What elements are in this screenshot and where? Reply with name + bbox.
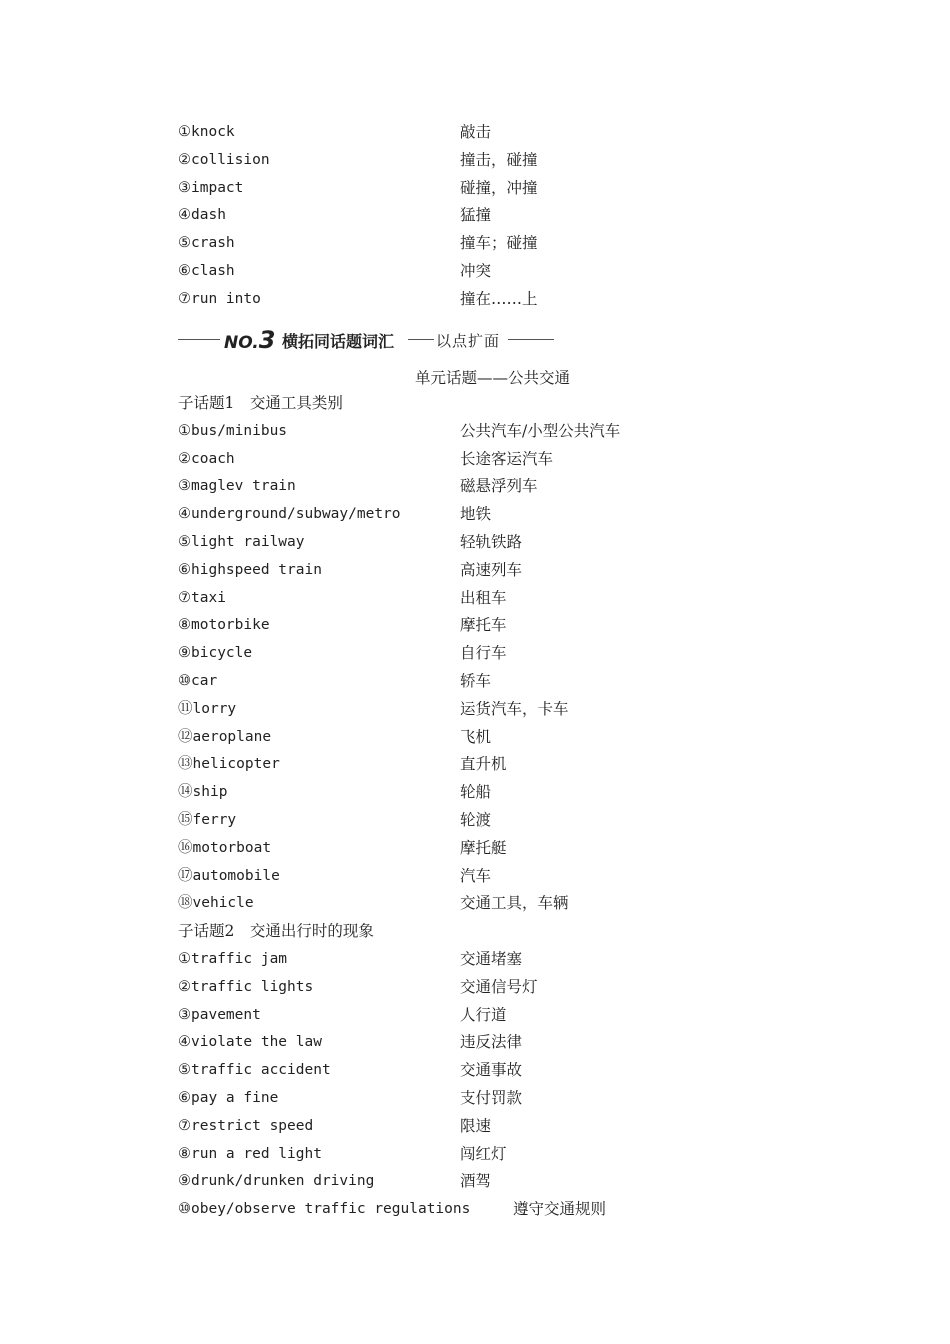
english-term: ②collision (178, 151, 270, 168)
english-term: ⑧run a red light (178, 1145, 322, 1162)
english-term: ⑧motorbike (178, 617, 270, 634)
list-item (178, 863, 778, 891)
chinese-meaning: 长途客运汽车 (460, 449, 554, 468)
chinese-meaning: 闯红灯 (460, 1144, 507, 1163)
chinese-meaning: 敲击 (460, 123, 492, 141)
list-item (178, 286, 778, 314)
chinese-meaning: 运货汽车，卡车 (460, 699, 569, 718)
english-term: ④dash (178, 207, 226, 224)
english-term: ③impact (178, 179, 244, 196)
list-item (178, 501, 778, 529)
chinese-meaning: 限速 (460, 1116, 492, 1135)
chinese-meaning: 轿车 (460, 671, 492, 690)
english-term: ⑤traffic accident (178, 1062, 331, 1079)
english-term: ⑪lorry (178, 700, 237, 717)
list-item (178, 612, 778, 640)
chinese-meaning: 人行道 (460, 1005, 507, 1024)
english-term: ⑦run into (178, 290, 261, 307)
chinese-meaning: 出租车 (460, 588, 507, 607)
english-term: ①knock (178, 124, 235, 140)
banner-rule-right (508, 339, 554, 340)
english-term: ⑩car (178, 672, 218, 689)
chinese-meaning: 支付罚款 (460, 1088, 523, 1107)
subtopic-1-heading: 子话题1 交通工具类别 (178, 394, 343, 412)
chinese-meaning: 碰撞，冲撞 (460, 178, 538, 197)
english-term: ⑭ship (178, 784, 228, 801)
english-term: ⑨drunk/drunken driving (178, 1173, 375, 1190)
banner-rule-middle (408, 339, 434, 340)
english-term: ⑫aeroplane (178, 728, 272, 745)
chinese-meaning: 酒驾 (460, 1172, 492, 1191)
list-item (178, 807, 778, 835)
list-item (178, 1002, 778, 1030)
english-term: ⑯motorboat (178, 839, 272, 856)
chinese-meaning: 交通堵塞 (460, 949, 523, 968)
collision-word-list (178, 119, 778, 314)
list-item (178, 640, 778, 668)
english-term: ⑰automobile (178, 867, 280, 884)
english-term: ⑤crash (178, 235, 235, 252)
list-item (178, 585, 778, 613)
chinese-meaning: 摩托车 (460, 616, 507, 635)
chinese-meaning: 撞在……上 (460, 289, 538, 308)
list-item (178, 835, 778, 863)
english-term: ⑩obey/observe traffic regulations (178, 1201, 471, 1218)
list-item (178, 230, 778, 258)
english-term: ①bus/minibus (178, 422, 288, 439)
list-item (178, 1057, 778, 1085)
list-item (178, 779, 778, 807)
list-item (178, 1141, 778, 1169)
list-item (178, 418, 778, 446)
english-term: ⑮ferry (178, 811, 237, 828)
list-item (178, 724, 778, 752)
banner-number-prefix: NO. (224, 333, 259, 353)
list-item (178, 175, 778, 203)
list-item (178, 1168, 778, 1196)
list-item (178, 529, 778, 557)
english-term: ①traffic jam (178, 950, 288, 967)
chinese-meaning: 交通工具，车辆 (460, 894, 569, 913)
subtopic-1-section (178, 390, 778, 1224)
english-term: ⑨bicycle (178, 645, 253, 662)
chinese-meaning: 摩托艇 (460, 838, 507, 857)
banner-number (224, 326, 275, 354)
subtopic-2-heading: 子话题2 交通出行时的现象 (178, 922, 374, 941)
english-term: ⑥clash (178, 262, 235, 279)
chinese-meaning: 交通事故 (460, 1061, 523, 1080)
unit-topic-title: 单元话题——公共交通 (414, 369, 570, 387)
chinese-meaning: 轮渡 (460, 810, 492, 829)
list-item (178, 258, 778, 286)
list-item (178, 119, 778, 147)
chinese-meaning: 轻轨铁路 (460, 532, 523, 551)
english-term: ③maglev train (178, 478, 296, 495)
chinese-meaning: 冲突 (460, 261, 492, 280)
chinese-meaning: 撞车；碰撞 (460, 234, 538, 253)
list-item (178, 202, 778, 230)
banner-subtitle: 以点扩面 (436, 332, 501, 350)
section-banner (178, 322, 554, 356)
chinese-meaning: 撞击，碰撞 (460, 150, 538, 169)
english-term: ⑦taxi (178, 589, 226, 606)
banner-number-digit: 3 (258, 326, 276, 354)
chinese-meaning: 自行车 (460, 644, 507, 663)
list-item (178, 147, 778, 175)
chinese-meaning: 轮船 (460, 783, 492, 802)
list-item (178, 446, 778, 474)
english-term: ③pavement (178, 1006, 261, 1023)
list-item (178, 946, 778, 974)
chinese-meaning: 违反法律 (460, 1033, 523, 1052)
chinese-meaning: 汽车 (460, 866, 492, 885)
chinese-meaning: 飞机 (460, 727, 492, 746)
list-item (178, 751, 778, 779)
list-item (178, 696, 778, 724)
list-item (178, 1196, 778, 1224)
english-term: ⑥highspeed train (178, 561, 322, 578)
english-term: ②coach (178, 450, 235, 467)
chinese-meaning: 遵守交通规则 (513, 1200, 607, 1219)
list-item (178, 473, 778, 501)
banner-rule-left (178, 339, 220, 340)
english-term: ④violate the law (178, 1034, 322, 1051)
english-term: ⑬helicopter (178, 756, 280, 773)
english-term: ⑤light railway (178, 533, 305, 550)
list-item (178, 1029, 778, 1057)
list-item (178, 1085, 778, 1113)
banner-title: 横拓同话题词汇 (282, 332, 395, 351)
chinese-meaning: 高速列车 (460, 560, 523, 579)
chinese-meaning: 交通信号灯 (460, 977, 538, 996)
english-term: ⑥pay a fine (178, 1089, 279, 1106)
list-item (178, 1113, 778, 1141)
chinese-meaning: 公共汽车/小型公共汽车 (460, 421, 621, 440)
chinese-meaning: 直升机 (460, 755, 507, 774)
english-term: ⑱vehicle (178, 895, 254, 912)
english-term: ②traffic lights (178, 978, 314, 995)
chinese-meaning: 猛撞 (460, 206, 492, 225)
list-item (178, 668, 778, 696)
chinese-meaning: 磁悬浮列车 (460, 477, 538, 496)
english-term: ⑦restrict speed (178, 1117, 314, 1134)
list-item (178, 974, 778, 1002)
list-item (178, 557, 778, 585)
chinese-meaning: 地铁 (460, 505, 492, 524)
english-term: ④underground/subway/metro (178, 506, 401, 523)
list-item (178, 890, 778, 918)
